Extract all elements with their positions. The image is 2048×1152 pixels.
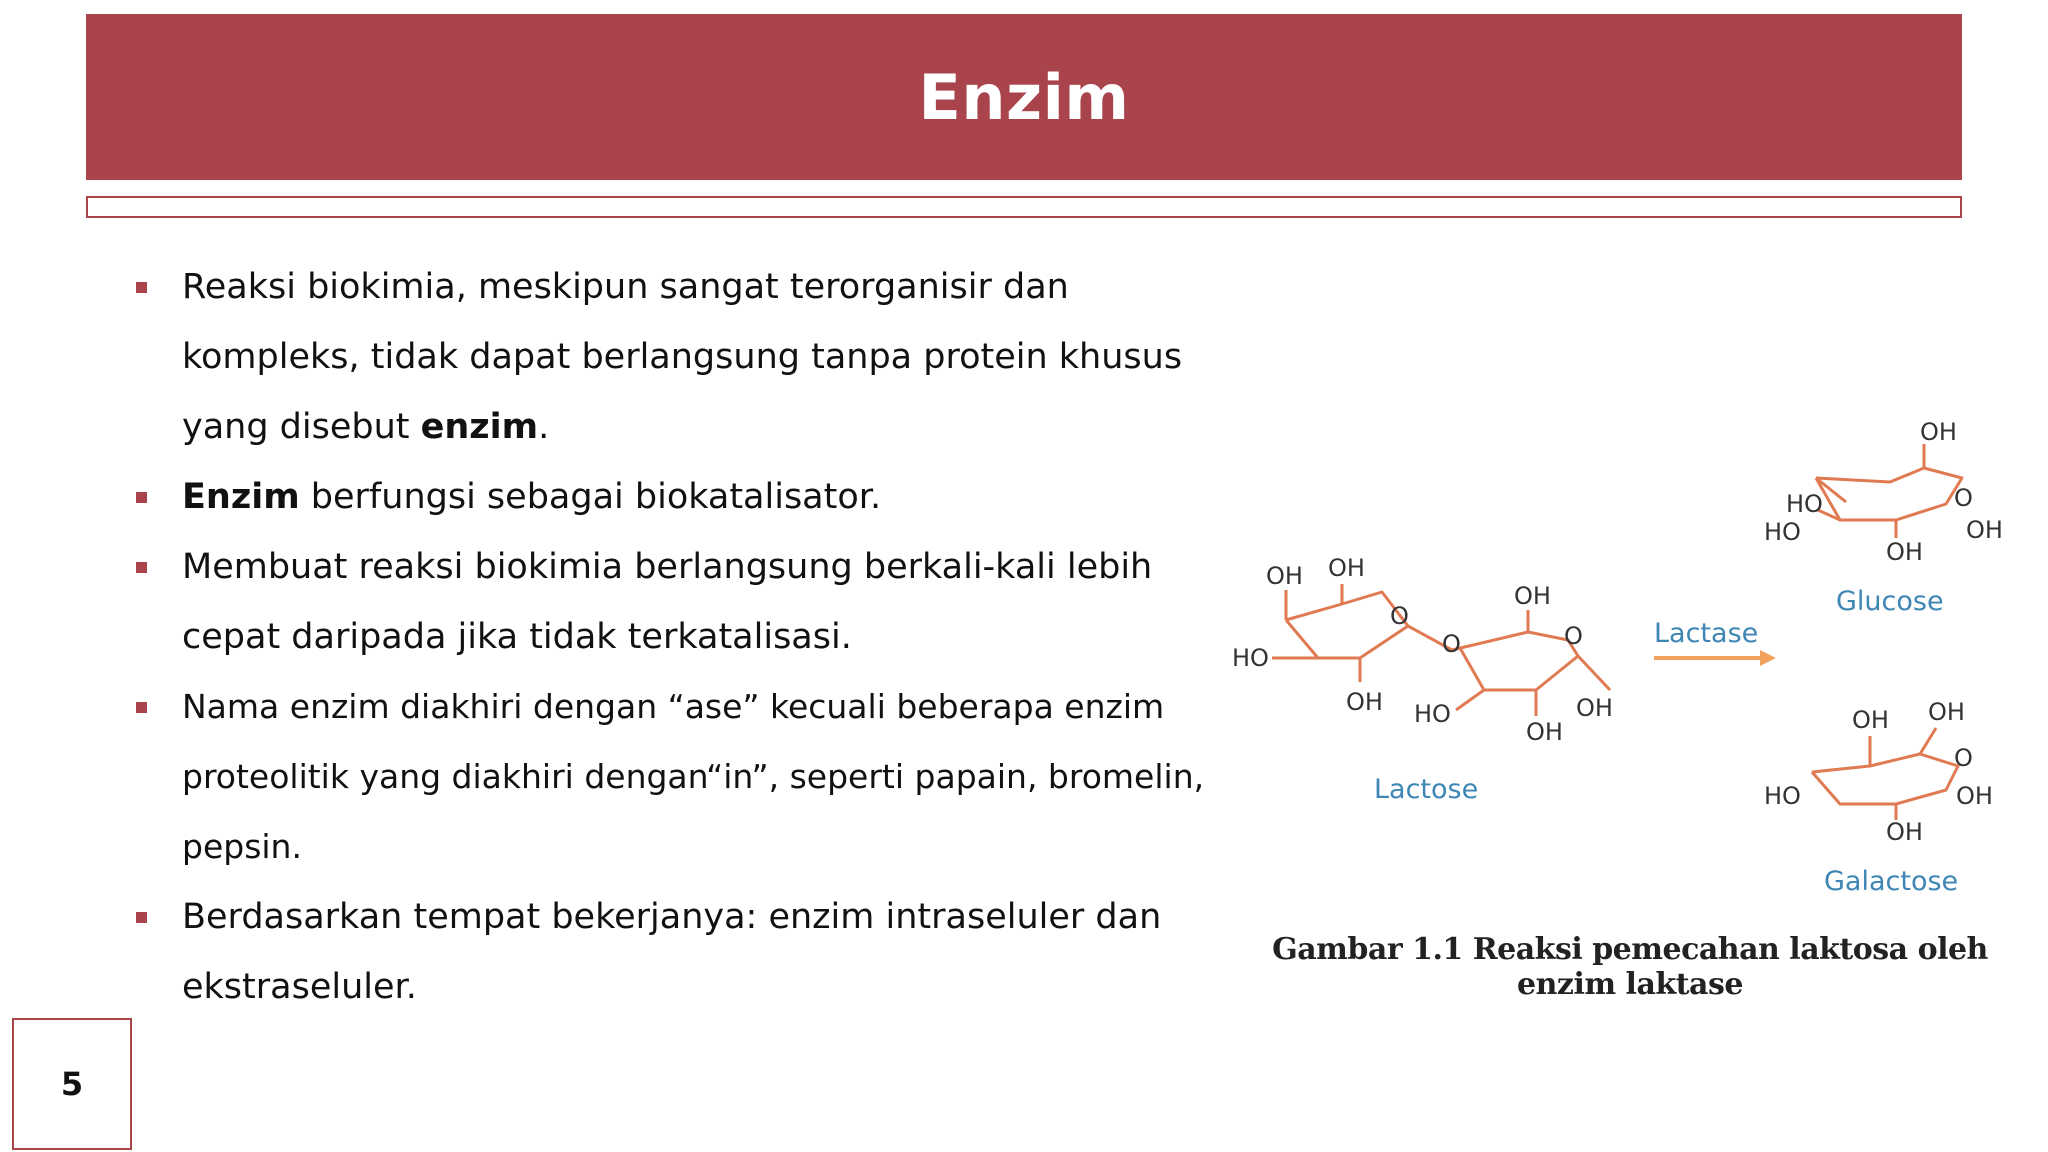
lactose-name: Lactose [1374, 774, 1479, 805]
label-ho: HO [1232, 644, 1269, 672]
lactose-ring-2 [1452, 632, 1578, 690]
label-o: O [1954, 744, 1973, 772]
page-number-box [12, 1018, 132, 1150]
reaction-arrow [1654, 618, 1776, 666]
bullet-item [130, 672, 1240, 882]
label-o: O [1954, 484, 1973, 512]
label-oh: OH [1852, 706, 1889, 734]
figure-caption: Gambar 1.1 Reaksi pemecahan laktosa oleh enzim laktase [1272, 932, 1988, 1002]
bullet-text: Reaksi biokimia, meskipun sangat terorganisir dan kompleks, tidak dapat berlangsung tanpa protein khusus yang disebut [182, 267, 1183, 447]
bullet-square-icon [136, 492, 147, 503]
label-ho: HO [1764, 518, 1801, 546]
reaction-diagram [1230, 420, 2020, 900]
label-oh: OH [1526, 718, 1563, 746]
bullet-text: Membuat reaksi biokimia berlangsung berkali-kali lebih cepat daripada jika tidak terkatalisasi. [182, 547, 1153, 657]
label-oh: OH [1920, 420, 1957, 446]
bullet-list [130, 252, 1240, 1022]
bullet-square-icon [136, 912, 147, 923]
bullet-square-icon [136, 282, 147, 293]
bullet-bold-text: enzim [420, 407, 539, 447]
bond [1920, 728, 1936, 754]
label-ho: HO [1786, 490, 1823, 518]
bullet-item [130, 462, 1240, 532]
label-ho: HO [1414, 700, 1451, 728]
galactose-molecule [1764, 698, 1993, 897]
glucose-name: Glucose [1836, 586, 1944, 617]
label-ho: HO [1764, 782, 1801, 810]
galactose-name: Galactose [1824, 866, 1959, 897]
bullet-item [130, 532, 1240, 672]
label-oh: OH [1886, 538, 1923, 566]
label-o: O [1390, 602, 1409, 630]
glucose-molecule [1764, 420, 2003, 617]
label-oh: OH [1956, 782, 1993, 810]
bond [1578, 656, 1610, 690]
label-oh: OH [1886, 818, 1923, 846]
bullet-item [130, 882, 1240, 1022]
label-oh: OH [1328, 554, 1365, 582]
arrow-head-icon [1760, 650, 1776, 666]
slide-title: Enzim [918, 60, 1130, 134]
label-oh: OH [1928, 698, 1965, 726]
bullet-bold-text: Enzim [182, 477, 300, 517]
bullet-text: Nama enzim diakhiri dengan “ase” kecuali beberapa enzim proteolitik yang diakhiri dengan“in”, seperti papain, bromelin, pepsin. [182, 687, 1205, 866]
label-o: O [1564, 622, 1583, 650]
galactose-ring [1812, 754, 1958, 804]
page-number: 5 [60, 1065, 84, 1103]
bullet-text-end: berfungsi sebagai biokatalisator. [299, 477, 882, 517]
title-underline [86, 196, 1962, 218]
lactose-molecule [1232, 554, 1613, 805]
label-o: O [1442, 630, 1461, 658]
title-bar [86, 14, 1962, 180]
label-oh: OH [1576, 694, 1613, 722]
bullet-item [130, 252, 1240, 462]
label-oh: OH [1266, 562, 1303, 590]
bullet-text-end: . [538, 407, 550, 447]
lactose-reaction-figure [1230, 420, 2020, 900]
bullet-text: Berdasarkan tempat bekerjanya: enzim intraseluler dan ekstraseluler. [182, 897, 1162, 1007]
label-oh: OH [1966, 516, 2003, 544]
bullet-square-icon [136, 562, 147, 573]
bond [1456, 690, 1484, 710]
label-oh: OH [1514, 582, 1551, 610]
label-oh: OH [1346, 688, 1383, 716]
bullet-square-icon [136, 702, 147, 713]
lactase-label: Lactase [1654, 618, 1759, 649]
